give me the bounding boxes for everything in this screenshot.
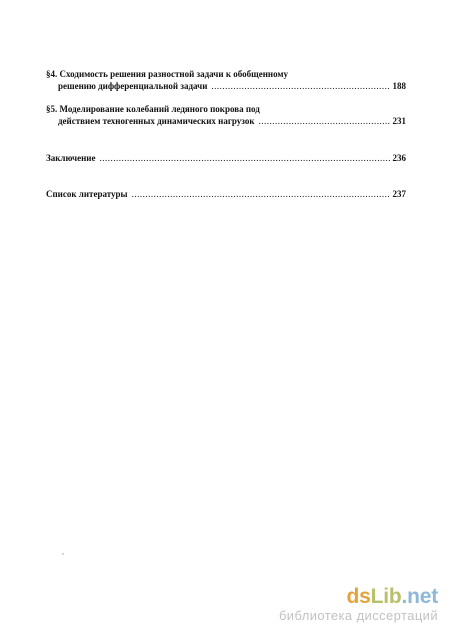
dot-leader — [259, 115, 390, 127]
toc-entry-title-continuation: решению дифференциальной задачи — [58, 81, 208, 91]
toc-entry-leader-line — [46, 152, 406, 164]
toc-entry-title: Список литературы — [46, 189, 128, 199]
toc-entry-title-line: §5. Моделирование колебаний ледяного покрова под — [46, 104, 260, 114]
toc-entry-title-continuation: действием техногенных динамических нагрузок — [58, 116, 255, 126]
page-number: 188 — [392, 81, 406, 91]
page-number: 236 — [392, 153, 406, 163]
dot-leader — [211, 80, 389, 92]
page-number: 231 — [392, 116, 406, 126]
logo-net: .net — [401, 585, 438, 608]
page-number: 237 — [392, 189, 406, 199]
toc-entry-leader-line — [46, 188, 406, 200]
toc-entry-leader-line — [46, 115, 406, 127]
scan-speck — [62, 553, 64, 555]
dslib-logo — [279, 586, 438, 608]
toc-entry-section-4 — [46, 68, 406, 92]
dot-leader — [99, 152, 389, 164]
toc-entry-title-line: §4. Сходимость решения разностной задачи к обобщенному — [46, 69, 289, 79]
toc-entry-conclusion — [46, 152, 406, 164]
toc-entry-section-5 — [46, 103, 406, 127]
logo-lib: Lib — [370, 585, 402, 608]
dot-leader — [132, 188, 390, 200]
dslib-watermark — [279, 586, 438, 623]
watermark-subtitle: библиотека диссертаций — [278, 608, 438, 623]
toc-entry-leader-line — [46, 80, 406, 92]
logo-ds: ds — [346, 585, 371, 608]
toc-entry-title: Заключение — [46, 153, 96, 163]
toc-entry-references — [46, 188, 406, 200]
